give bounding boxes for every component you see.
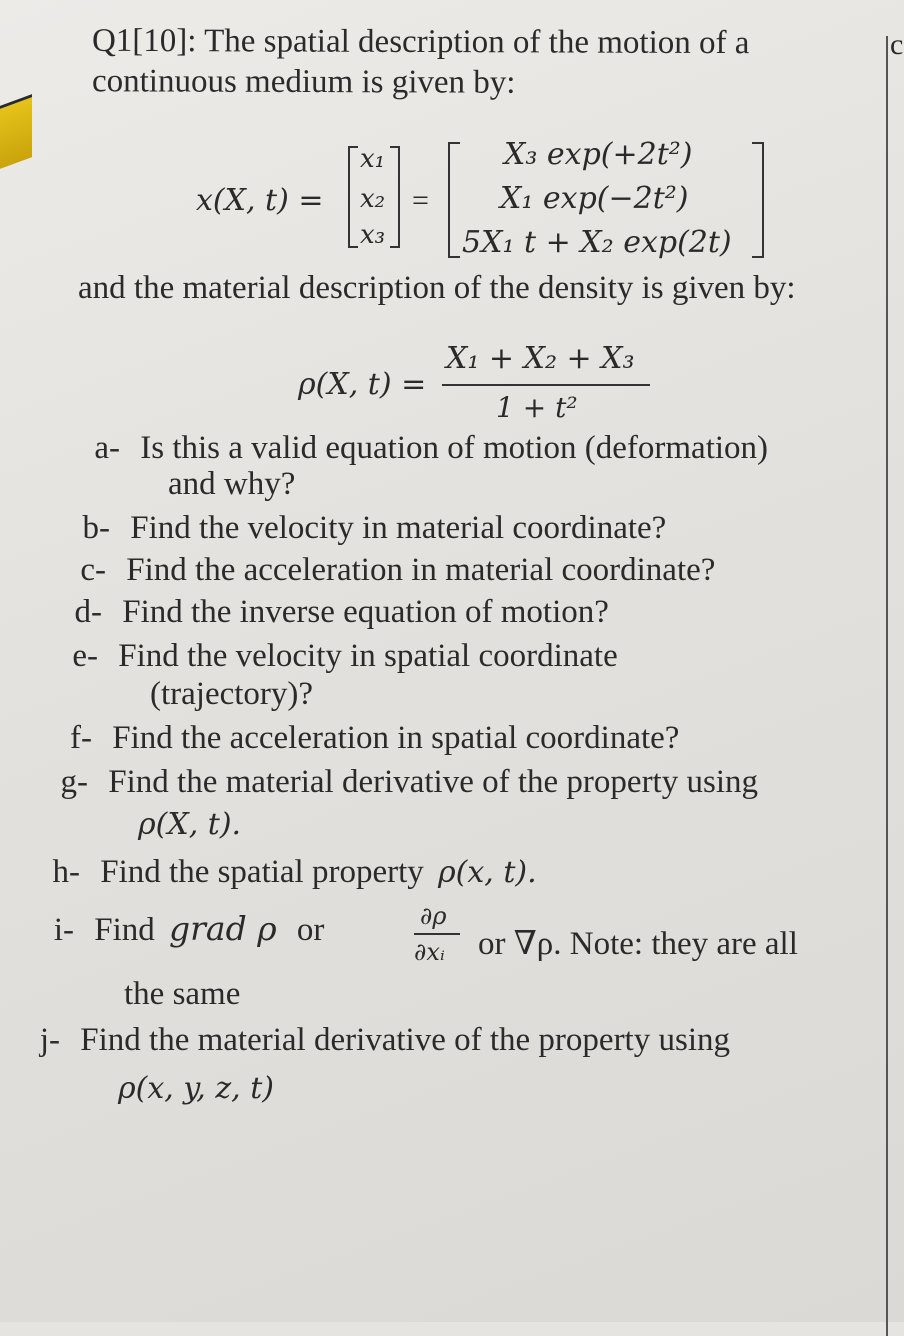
component-3: 5X₁ t + X₂ exp(2t) (462, 225, 732, 260)
part-j (2, 1024, 730, 1057)
part-d (44, 596, 609, 629)
part-h-math: ρ(x, t). (438, 855, 537, 890)
part-i (16, 909, 325, 948)
part-j-text: Find the material derivative of the property using (80, 1022, 730, 1058)
question-header-line2: continuous medium is given by: (91, 63, 516, 101)
part-f (34, 722, 679, 755)
vector-x3: x₃ (360, 220, 386, 250)
part-i-frac-num: ∂ρ (420, 902, 447, 930)
motion-equals: = (412, 184, 429, 217)
motion-lhs: x(X, t) = (196, 183, 324, 218)
density-lhs: ρ(X, t) = (298, 367, 427, 402)
part-a (62, 432, 768, 465)
part-c (48, 554, 715, 587)
edge-character: c (890, 28, 904, 61)
part-j-line2: ρ(x, y, z, t) (118, 1071, 275, 1106)
part-g (30, 766, 758, 799)
part-i-label: i- (53, 912, 74, 948)
part-j-label: j- (39, 1022, 60, 1058)
page-edge-line (886, 36, 888, 1336)
part-e (40, 640, 618, 673)
question-header-line1: Q1[10]: The spatial description of the motion of a (91, 22, 750, 62)
part-a-text: Is this a valid equation of motion (deformation) (140, 430, 769, 466)
part-e-text: Find the velocity in spatial coordinate (118, 638, 618, 674)
part-f-label: f- (70, 720, 92, 756)
part-h-label: h- (52, 854, 80, 890)
part-e-line2: (trajectory)? (150, 676, 314, 712)
density-numerator: X₁ + X₂ + X₃ (446, 341, 635, 376)
density-fraction-bar (442, 384, 650, 386)
part-d-text: Find the inverse equation of motion? (122, 594, 609, 630)
vector-right-bracket (390, 146, 400, 248)
part-c-label: c- (80, 552, 106, 588)
matrix-right-bracket (752, 142, 764, 258)
density-intro: and the material description of the density is given by: (78, 270, 796, 306)
vector-x1: x₁ (360, 144, 386, 174)
pencil-edge (0, 94, 32, 169)
part-g-line2: ρ(X, t). (138, 807, 242, 842)
part-b-text: Find the velocity in material coordinate? (130, 510, 667, 546)
part-i-grad: grad ρ (169, 909, 277, 948)
part-e-label: e- (72, 638, 98, 674)
matrix-left-bracket (448, 142, 460, 258)
part-i-text: Find (94, 912, 155, 948)
part-i-line2: the same (124, 976, 241, 1012)
part-i-frac-bar (414, 933, 460, 935)
component-2: X₁ exp(−2t²) (500, 181, 689, 216)
part-a-line2: and why? (168, 466, 296, 502)
vector-left-bracket (348, 146, 358, 248)
component-1: X₃ exp(+2t²) (504, 137, 693, 172)
vector-x2: x₂ (360, 184, 386, 214)
part-i-or: or (296, 912, 325, 948)
part-g-text: Find the material derivative of the property using (108, 764, 758, 800)
part-i-tail: or ∇ρ. Note: they are all (478, 926, 798, 962)
part-a-label: a- (94, 430, 120, 466)
part-b (52, 512, 666, 545)
part-b-label: b- (82, 510, 110, 546)
part-g-label: g- (60, 764, 88, 800)
part-i-frac-den: ∂xᵢ (414, 938, 445, 966)
part-c-text: Find the acceleration in material coordinate? (126, 552, 716, 588)
density-denominator: 1 + t² (496, 391, 578, 424)
part-h (22, 856, 537, 889)
part-f-text: Find the acceleration in spatial coordinate? (112, 720, 680, 756)
part-d-label: d- (74, 594, 102, 630)
part-h-text: Find the spatial property (100, 854, 424, 890)
